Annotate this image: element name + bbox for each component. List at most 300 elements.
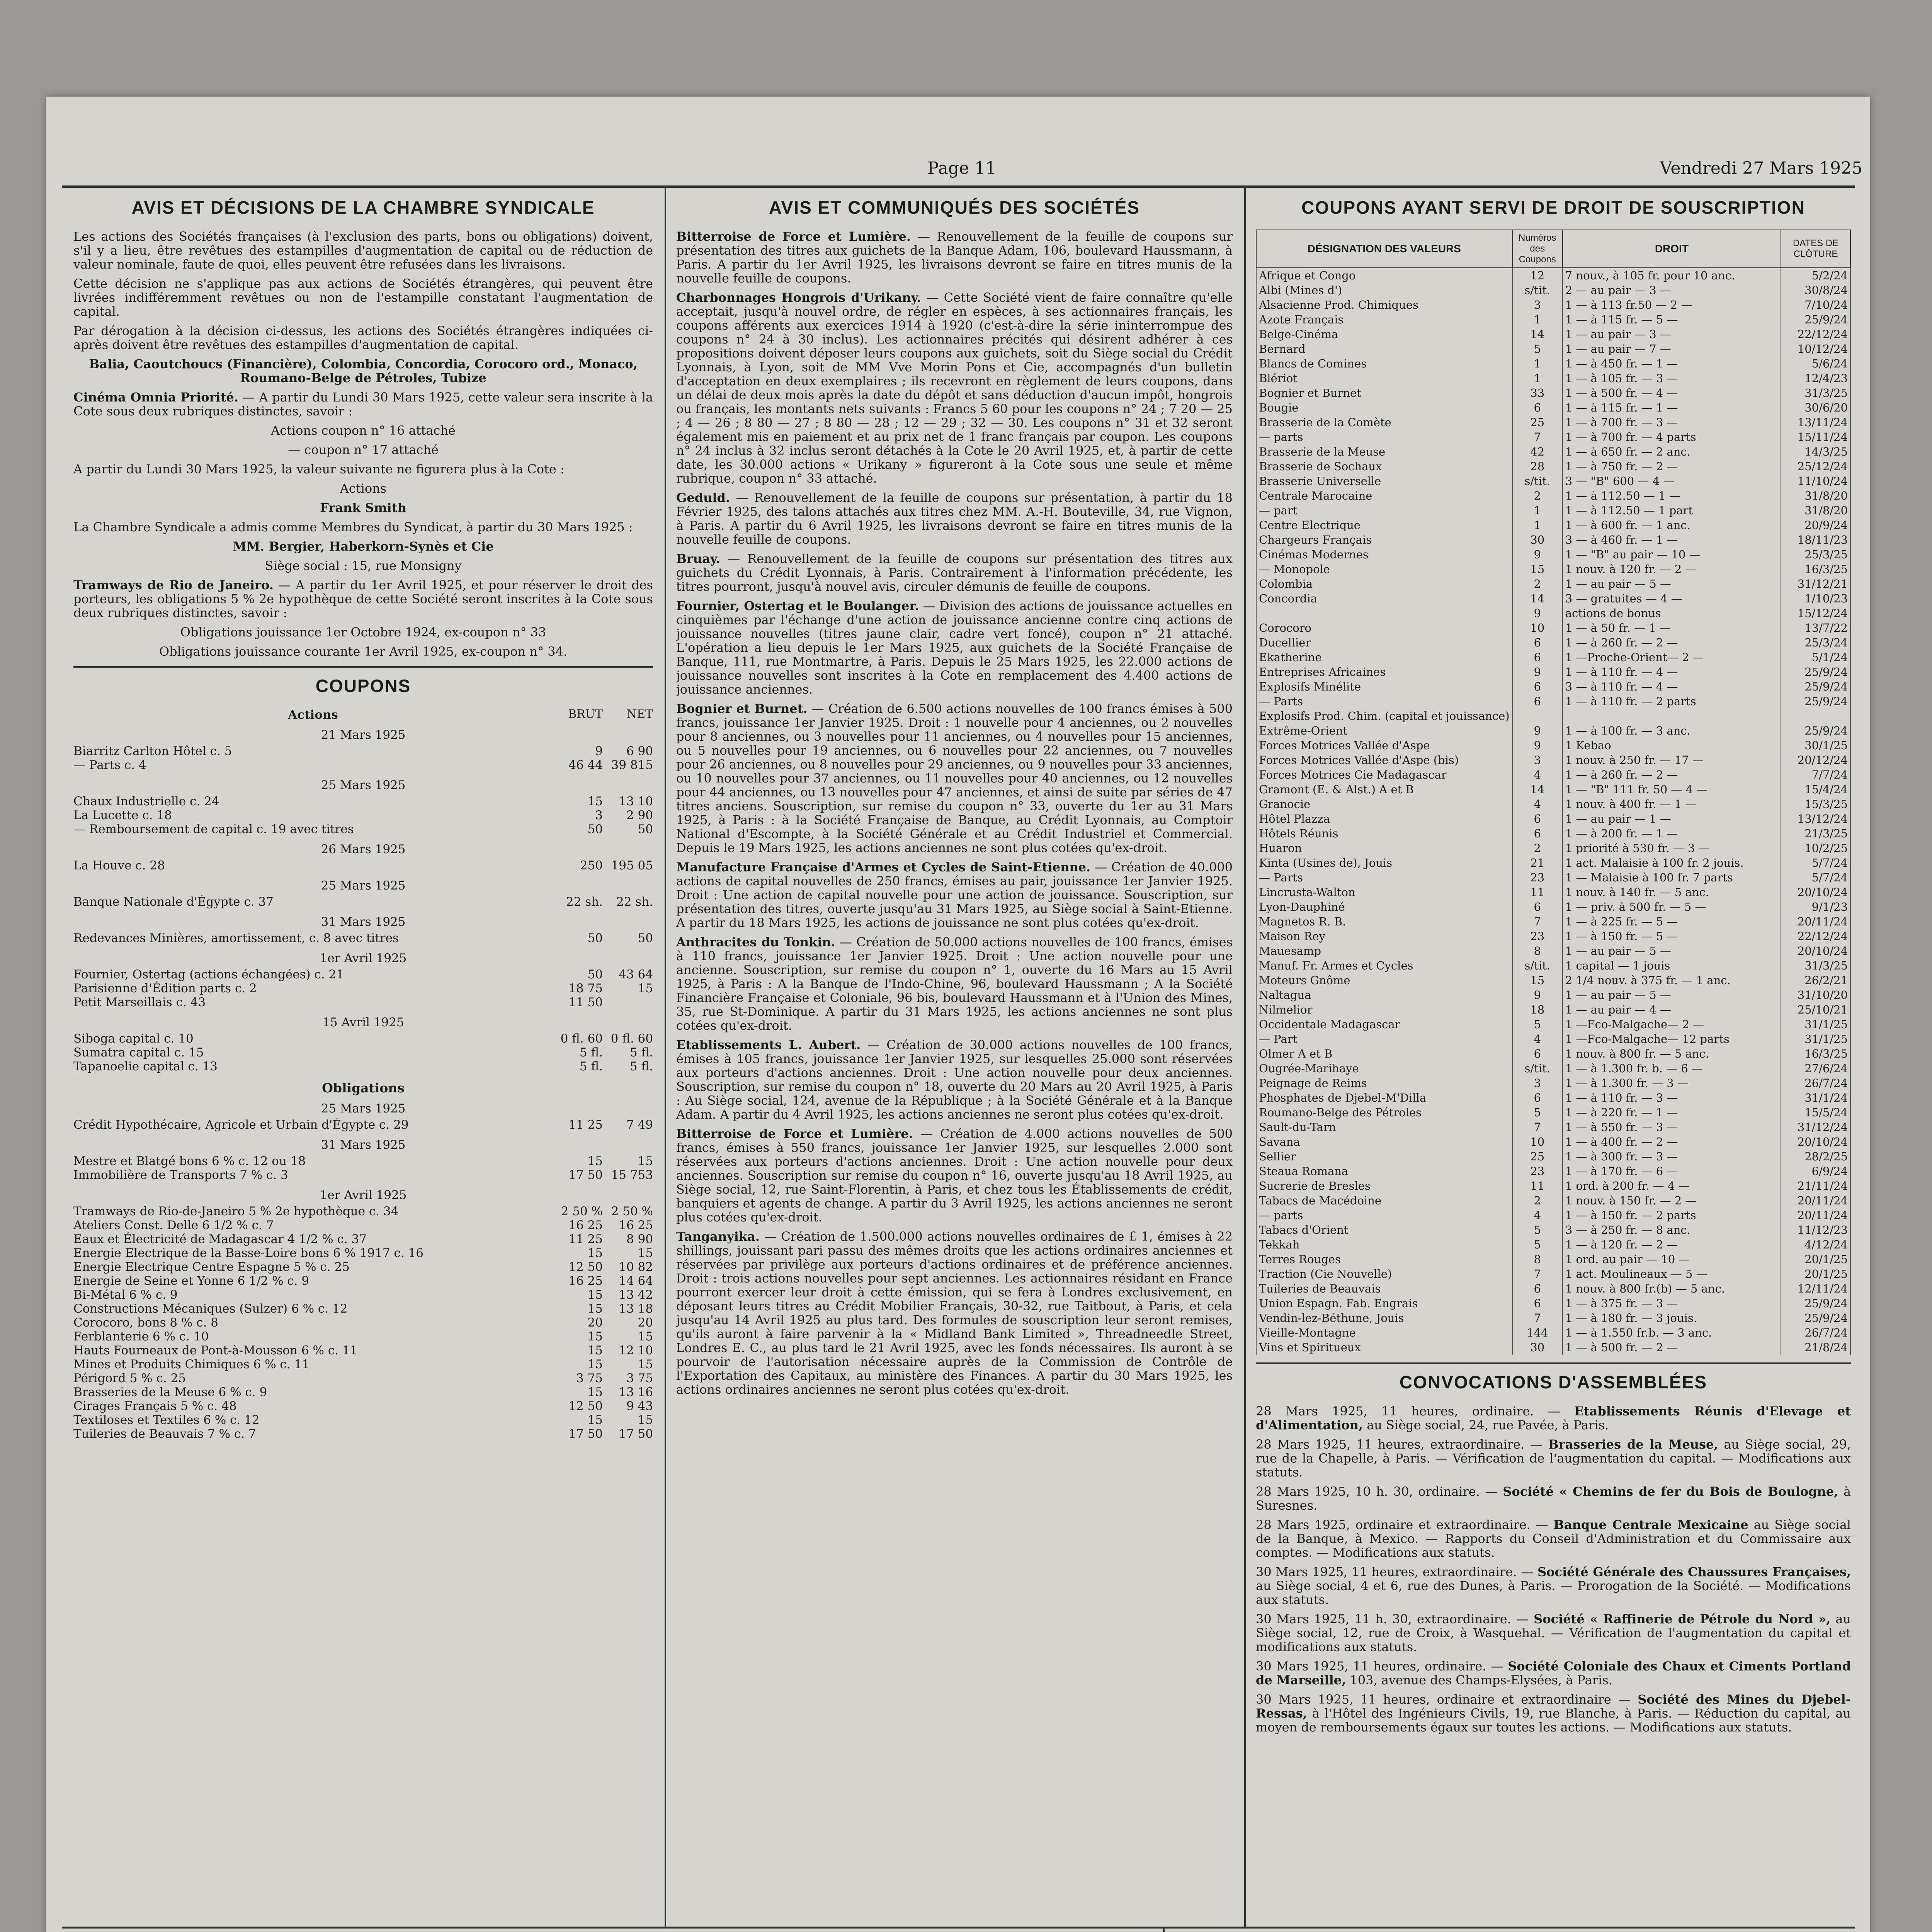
souscription-row: [1256, 1223, 1850, 1237]
column-rule-1: [665, 188, 666, 1927]
souscription-name: Chargeurs Français: [1256, 532, 1512, 547]
coupon-brut: 15: [587, 1344, 603, 1357]
souscription-name: Concordia: [1256, 591, 1512, 606]
coupon-row: [73, 1330, 653, 1344]
souscription-droit: 1 — à 112.50 — 1 —: [1563, 488, 1781, 503]
communiques-list: [676, 230, 1233, 1396]
souscription-row: [1256, 709, 1850, 723]
souscription-name: Bernard: [1256, 342, 1512, 356]
souscription-coupon: 42: [1512, 444, 1563, 459]
convocation-item: [1256, 1692, 1851, 1734]
souscription-name: Alsacienne Prod. Chimiques: [1256, 298, 1512, 312]
souscription-name: Forces Motrices Vallée d'Aspe: [1256, 738, 1512, 753]
convocation-item: [1256, 1437, 1851, 1479]
coupon-net: 195 05: [611, 859, 653, 872]
souscription-date: 31/3/25: [1781, 386, 1850, 400]
communique-text: — Création de 50.000 actions nouvelles de 100 francs, émises à 110 francs, jouissance 1er Janvier 1925. Droit : Une action nouvelle pour une ancienne. Souscription, sur remise du coupon n° 1, ouverte du 16 Mars au 15 Avril 1925, à Paris : A la Banque de l'Indo-Chine, 96, boulevard Haussmann ; A la Société Financière Française et Coloniale, 96 bis, boulevard Haussmann et à l'Union des Mines, 35, rue St-Dominique. A partir du 31 Mars 1925, les actions anciennes ne sont plus cotées qu'ex-droit.: [676, 935, 1233, 1033]
coupon-name: — Parts c. 4: [73, 758, 146, 772]
souscription-droit: 1 nouv. à 800 fr.(b) — 5 anc.: [1563, 1281, 1781, 1296]
souscription-date: 14/3/25: [1781, 444, 1850, 459]
coupon-name: Constructions Mécaniques (Sulzer) 6 % c. 12: [73, 1302, 348, 1316]
souscription-name: Vieille-Montagne: [1256, 1325, 1512, 1340]
souscription-droit: 1 priorité à 530 fr. — 3 —: [1563, 841, 1781, 855]
convocation-item: [1256, 1404, 1851, 1432]
souscription-date: [1781, 709, 1850, 723]
coupon-brut: 2 50 %: [561, 1204, 603, 1218]
souscription-row: [1256, 268, 1850, 283]
souscription-droit: 1 nouv. à 400 fr. — 1 —: [1563, 797, 1781, 811]
coupon-row: [73, 758, 653, 772]
column-communiques: [676, 193, 1233, 1924]
coupon-brut: 15: [587, 1385, 603, 1399]
souscription-name: Union Espagn. Fab. Engrais: [1256, 1296, 1512, 1311]
souscription-coupon: 25: [1512, 415, 1563, 430]
coupon-brut: 16 25: [568, 1274, 603, 1288]
coupon-date: 1er Avril 1925: [320, 1188, 407, 1202]
souscription-coupon: 7: [1512, 1120, 1563, 1134]
souscription-date: 20/10/24: [1781, 1134, 1850, 1149]
souscription-date: 10/2/25: [1781, 841, 1850, 855]
membres-seat: Siège social : 15, rue Monsigny: [265, 558, 462, 573]
coupon-date: 31 Mars 1925: [321, 1138, 406, 1152]
communique-title: Geduld.: [676, 490, 730, 505]
coupon-net: 15: [638, 1154, 653, 1168]
coupon-brut: 15: [587, 1246, 603, 1260]
souscription-row: [1256, 1032, 1850, 1046]
souscription-name: Savana: [1256, 1134, 1512, 1149]
coupon-brut: 20: [587, 1316, 603, 1330]
coupon-name: Chaux Industrielle c. 24: [73, 794, 219, 808]
convocation-date: 28 Mars 1925, 11 heures, extraordinaire. —: [1256, 1437, 1543, 1452]
communique-item: [676, 1230, 1233, 1396]
coupon-net: 5 fl.: [629, 1060, 653, 1073]
coupon-row: [73, 981, 653, 995]
souscription-name: — Monopole: [1256, 562, 1512, 577]
souscription-date: 25/9/24: [1781, 665, 1850, 679]
coupon-row: [73, 1316, 653, 1330]
souscription-coupon: 2: [1512, 841, 1563, 855]
souscription-row: [1256, 1134, 1850, 1149]
communique-title: Bitterroise de Force et Lumière.: [676, 1126, 913, 1141]
coupon-net: 10 82: [619, 1260, 653, 1274]
souscription-coupon: 6: [1512, 1090, 1563, 1105]
coupon-net: 15: [638, 1357, 653, 1371]
souscription-coupon: 2: [1512, 1193, 1563, 1208]
convocation-company: Société « Chemins de fer du Bois de Boulogne,: [1503, 1484, 1838, 1499]
souscription-name: Manuf. Fr. Armes et Cycles: [1256, 958, 1512, 973]
souscription-coupon: 5: [1512, 1017, 1563, 1032]
souscription-droit: 3 — gratuites — 4 —: [1563, 591, 1781, 606]
convocation-text: à Suresnes.: [1256, 1484, 1851, 1513]
coupon-name: Périgord 5 % c. 25: [73, 1371, 186, 1385]
souscription-table: [1256, 230, 1851, 1355]
souscription-droit: 1 capital — 1 jouis: [1563, 958, 1781, 973]
coupons-divider: [73, 666, 653, 668]
souscription-name: Blancs de Comines: [1256, 356, 1512, 371]
convocation-text: à l'Hôtel des Ingénieurs Civils, 19, rue Blanche, à Paris. — Réduction du capital, au moyen de remboursements égaux sur toutes les actions. — Modifications aux statuts.: [1256, 1706, 1851, 1735]
souscription-date: 15/12/24: [1781, 606, 1850, 621]
souscription-row: [1256, 1076, 1850, 1090]
souscription-coupon: 23: [1512, 870, 1563, 885]
souscription-row: [1256, 1311, 1850, 1325]
souscription-row: [1256, 1090, 1850, 1105]
souscription-row: [1256, 1325, 1850, 1340]
coupon-name: Crédit Hypothécaire, Agricole et Urbain d'Égypte c. 29: [73, 1118, 409, 1132]
souscription-name: — part: [1256, 503, 1512, 518]
coupon-name: Energie Electrique de la Basse-Loire bons 6 % 1917 c. 16: [73, 1246, 423, 1260]
column-rule-2: [1244, 188, 1246, 1927]
souscription-row: [1256, 826, 1850, 841]
coupon-brut: 12 50: [568, 1260, 603, 1274]
souscription-row: [1256, 782, 1850, 797]
communique-title: Tanganyika.: [676, 1229, 760, 1244]
souscription-droit: 1 — priv. à 500 fr. — 5 —: [1563, 900, 1781, 914]
souscription-name: Phosphates de Djebel-M'Dilla: [1256, 1090, 1512, 1105]
coupon-net: 15: [638, 981, 653, 995]
souscription-name: Roumano-Belge des Pétroles: [1256, 1105, 1512, 1120]
souscription-name: Moteurs Gnôme: [1256, 973, 1512, 988]
coupon-row: [73, 794, 653, 808]
souscription-name: Vins et Spiritueux: [1256, 1340, 1512, 1355]
souscription-coupon: 4: [1512, 767, 1563, 782]
convocation-text: au Siège social, 4 et 6, rue des Dunes, à Paris. — Prorogation de la Société. — Modifications aux statuts.: [1256, 1578, 1851, 1607]
souscription-droit: 1 — à 112.50 — 1 part: [1563, 503, 1781, 518]
coupon-net: 15: [638, 1413, 653, 1427]
communique-title: Bognier et Burnet.: [676, 701, 808, 716]
souscription-coupon: 7: [1512, 914, 1563, 929]
souscription-row: [1256, 1340, 1850, 1355]
coupon-brut: 9: [595, 744, 603, 758]
souscription-name: Mauesamp: [1256, 944, 1512, 958]
communique-item: [676, 552, 1233, 594]
souscription-coupon: 8: [1512, 944, 1563, 958]
souscription-coupon: 1: [1512, 356, 1563, 371]
souscription-date: 31/1/24: [1781, 1090, 1850, 1105]
souscription-date: 28/2/25: [1781, 1149, 1850, 1164]
souscription-droit: actions de bonus: [1563, 606, 1781, 621]
coupon-brut: 15: [587, 1330, 603, 1344]
souscription-row: [1256, 547, 1850, 562]
souscription-coupon: 3: [1512, 298, 1563, 312]
souscription-droit: 3 — à 250 fr. — 8 anc.: [1563, 1223, 1781, 1237]
souscription-droit: 1 — à 170 fr. — 6 —: [1563, 1164, 1781, 1179]
coupon-brut: 11 25: [568, 1232, 603, 1246]
top-rule: [62, 185, 1855, 188]
souscription-coupon: 6: [1512, 650, 1563, 665]
communique-item: [676, 935, 1233, 1032]
convocation-item: [1256, 1565, 1851, 1607]
souscription-name: Belge-Cinéma: [1256, 327, 1512, 342]
communique-title: Manufacture Française d'Armes et Cycles de Saint-Etienne.: [676, 860, 1091, 874]
souscription-row: [1256, 1179, 1850, 1193]
communique-text: — Renouvellement de la feuille de coupons sur présentation, à partir du 18 Février 1925, des talons attachés aux titres chez MM. A.-H. Bouteville, 34, rue Vignon, à Paris. A partir du 6 Avril 1925, les livraisons devront se faire en titres munis de la nouvelle feuille de coupons.: [676, 490, 1233, 547]
souscription-date: 20/11/24: [1781, 1193, 1850, 1208]
souscription-date: 22/12/24: [1781, 929, 1850, 944]
souscription-coupon: 5: [1512, 1105, 1563, 1120]
convocation-date: 28 Mars 1925, 10 h. 30, ordinaire. —: [1256, 1484, 1498, 1499]
souscription-droit: 1 — à 115 fr. — 5 —: [1563, 312, 1781, 327]
obligations-list: [73, 1102, 653, 1441]
souscription-coupon: 6: [1512, 679, 1563, 694]
coupon-brut: 15: [587, 1357, 603, 1371]
souscription-name: Brasserie Universelle: [1256, 474, 1512, 488]
souscription-row: [1256, 1017, 1850, 1032]
souscription-date: 30/6/20: [1781, 400, 1850, 415]
souscription-date: 25/9/24: [1781, 694, 1850, 709]
chambre-p3: Par dérogation à la décision ci-dessus, les actions des Sociétés étrangères indiquées ci-après doivent être revêtues des estampilles d'augmentation de capital.: [73, 323, 653, 352]
coupon-row: [73, 1046, 653, 1060]
coupon-name: Redevances Minières, amortissement, c. 8 avec titres: [73, 931, 399, 945]
souscription-date: 7/10/24: [1781, 298, 1850, 312]
souscription-date: 5/6/24: [1781, 356, 1850, 371]
page-header: [46, 158, 1870, 182]
souscription-coupon: 15: [1512, 562, 1563, 577]
souscription-date: 18/11/23: [1781, 532, 1850, 547]
souscription-name: Centrale Marocaine: [1256, 488, 1512, 503]
convocation-company: Société « Raffinerie de Pétrole du Nord »,: [1534, 1612, 1831, 1626]
coupons-heading: [73, 708, 653, 722]
communique-item: [676, 860, 1233, 930]
rio-line-2: Obligations jouissance courante 1er Avril 1925, ex-coupon n° 34.: [159, 644, 568, 659]
souscription-date: 16/3/25: [1781, 562, 1850, 577]
souscription-row: [1256, 621, 1850, 635]
coupon-date: 1er Avril 1925: [320, 951, 407, 965]
souscription-date: 20/10/24: [1781, 944, 1850, 958]
souscription-coupon: 9: [1512, 723, 1563, 738]
souscription-droit: 3 — à 110 fr. — 4 —: [1563, 679, 1781, 694]
coupon-row: [73, 822, 653, 836]
souscription-row: [1256, 1105, 1850, 1120]
souscription-coupon: 6: [1512, 1296, 1563, 1311]
souscription-name: Terres Rouges: [1256, 1252, 1512, 1267]
newspaper-page: [46, 97, 1870, 1932]
convocation-company: Brasseries de la Meuse,: [1548, 1437, 1718, 1452]
souscription-row: [1256, 841, 1850, 855]
souscription-name: Gramont (E. & Alst.) A et B: [1256, 782, 1512, 797]
souscription-droit: 1 —Fco-Malgache— 2 —: [1563, 1017, 1781, 1032]
souscription-name: Forces Motrices Vallée d'Aspe (bis): [1256, 753, 1512, 767]
coupon-name: Hauts Fourneaux de Pont-à-Mousson 6 % c. 11: [73, 1344, 358, 1357]
souscription-name: Azote Français: [1256, 312, 1512, 327]
coupon-row: [73, 1427, 653, 1441]
souscription-date: 20/12/24: [1781, 753, 1850, 767]
convocation-company: Etablissements Réunis d'Elevage et d'Alimentation,: [1256, 1404, 1851, 1432]
coupon-net: 50: [638, 931, 653, 945]
souscription-droit: 1 — au pair — 3 —: [1563, 327, 1781, 342]
coupon-name: Siboga capital c. 10: [73, 1032, 194, 1046]
souscription-droit: 1 — à 260 fr. — 2 —: [1563, 635, 1781, 650]
souscription-coupon: 14: [1512, 327, 1563, 342]
souscription-date: 27/6/24: [1781, 1061, 1850, 1076]
coupon-brut: 50: [587, 968, 603, 981]
souscription-row: [1256, 738, 1850, 753]
coupons-list: [73, 728, 653, 1073]
coupon-name: Mestre et Blatgé bons 6 % c. 12 ou 18: [73, 1154, 306, 1168]
souscription-row: [1256, 1061, 1850, 1076]
souscription-droit: 1 nouv. à 120 fr. — 2 —: [1563, 562, 1781, 577]
coupon-net: 13 42: [619, 1288, 653, 1302]
coupon-net: 14 64: [619, 1274, 653, 1288]
coupon-row: [73, 931, 653, 945]
souscription-date: 9/1/23: [1781, 900, 1850, 914]
souscription-name: Kinta (Usines de), Jouis: [1256, 855, 1512, 870]
coupon-net: 15 753: [611, 1168, 653, 1182]
souscription-droit: 1 — à 200 fr. — 1 —: [1563, 826, 1781, 841]
souscription-row: [1256, 342, 1850, 356]
souscription-name: — Part: [1256, 1032, 1512, 1046]
souscription-droit: 1 — à 650 fr. — 2 anc.: [1563, 444, 1781, 459]
coupon-date: 21 Mars 1925: [321, 728, 406, 742]
souscription-row: [1256, 1164, 1850, 1179]
souscription-droit: 1 — à 300 fr. — 3 —: [1563, 1149, 1781, 1164]
souscription-date: 15/4/24: [1781, 782, 1850, 797]
coupon-name: Cirages Français 5 % c. 48: [73, 1399, 237, 1413]
communique-title: Fournier, Ostertag et le Boulanger.: [676, 599, 919, 613]
souscription-coupon: 4: [1512, 1208, 1563, 1223]
souscription-droit: 1 — à 100 fr. — 3 anc.: [1563, 723, 1781, 738]
souscription-name: Hôtel Plazza: [1256, 811, 1512, 826]
souscription-name: Olmer A et B: [1256, 1046, 1512, 1061]
souscription-name: Tekkah: [1256, 1237, 1512, 1252]
net-header: NET: [626, 707, 653, 721]
convocation-item: [1256, 1485, 1851, 1512]
coupon-net: 2 50 %: [611, 1204, 653, 1218]
souscription-row: [1256, 1281, 1850, 1296]
souscription-name: Sault-du-Tarn: [1256, 1120, 1512, 1134]
coupon-name: La Houve c. 28: [73, 859, 165, 872]
souscription-coupon: 10: [1512, 621, 1563, 635]
souscription-date: 13/12/24: [1781, 811, 1850, 826]
convocations-title: CONVOCATIONS D'ASSEMBLÉES: [1399, 1372, 1708, 1392]
rio-paragraph: [73, 578, 653, 620]
souscription-name: Brasserie de la Comète: [1256, 415, 1512, 430]
membres-text: La Chambre Syndicale a admis comme Membres du Syndicat, à partir du 30 Mars 1925 :: [73, 520, 633, 534]
souscription-coupon: 7: [1512, 430, 1563, 444]
coupon-row: [73, 968, 653, 981]
communique-item: [676, 491, 1233, 546]
souscription-coupon: [1512, 709, 1563, 723]
souscription-name: Explosifs Prod. Chim. (capital et jouissance): [1256, 709, 1512, 723]
souscription-date: 7/7/24: [1781, 767, 1850, 782]
souscription-coupon: 30: [1512, 1340, 1563, 1355]
souscription-droit: 1 ord. à 200 fr. — 4 —: [1563, 1179, 1781, 1193]
communique-text: — Renouvellement de la feuille de coupons sur présentation des titres aux guichets de la Banque Adam, 106, boulevard Haussmann, à Paris. A partir du 1er Avril 1925, les livraisons devront se faire en titres munis de la nouvelle feuille de coupons.: [676, 229, 1233, 286]
convocation-item: [1256, 1518, 1851, 1560]
coupon-date: 31 Mars 1925: [321, 915, 406, 929]
souscription-name: Naltagua: [1256, 988, 1512, 1002]
souscription-coupon: 9: [1512, 988, 1563, 1002]
souscription-droit: 1 — au pair — 1 —: [1563, 811, 1781, 826]
souscription-row: [1256, 753, 1850, 767]
souscription-date: 12/4/23: [1781, 371, 1850, 386]
coupon-net: 3 75: [626, 1371, 653, 1385]
souscription-date: 4/12/24: [1781, 1237, 1850, 1252]
coupon-name: Tapanoelie capital c. 13: [73, 1060, 218, 1073]
coupon-row: [73, 1385, 653, 1399]
souscription-name: Bougie: [1256, 400, 1512, 415]
omnia-title: Cinéma Omnia Priorité.: [73, 390, 238, 405]
souscription-coupon: 6: [1512, 811, 1563, 826]
souscription-coupon: 3: [1512, 753, 1563, 767]
souscription-coupon: 11: [1512, 885, 1563, 900]
coupon-name: Energie de Seine et Yonne 6 1/2 % c. 9: [73, 1274, 310, 1288]
communique-text: — Renouvellement de la feuille de coupons sur présentation des titres aux guichets du Crédit Lyonnais, à Paris. Contrairement à l'information précédente, les titres pourront, jusqu'à nouvel avis, circuler démunis de feuille de coupons.: [676, 551, 1233, 594]
souscription-row: [1256, 958, 1850, 973]
coupon-name: Energie Electrique Centre Espagne 5 % c. 25: [73, 1260, 350, 1274]
smith-line-2: Frank Smith: [320, 500, 406, 515]
souscription-coupon: s/tit.: [1512, 474, 1563, 488]
coupon-brut: 3: [595, 808, 603, 822]
souscription-date: 20/1/25: [1781, 1252, 1850, 1267]
coupon-name: Ateliers Const. Delle 6 1/2 % c. 7: [73, 1218, 274, 1232]
souscription-name: Explosifs Minélite: [1256, 679, 1512, 694]
coupon-net: 7 49: [626, 1118, 653, 1132]
souscription-name: Sucrerie de Bresles: [1256, 1179, 1512, 1193]
communique-text: — Cette Société vient de faire connaître qu'elle acceptait, jusqu'à nouvel ordre, de régler en espèces, à ses actionnaires français, les coupons afférents aux exercices 1914 à 1920 (c'est-à-dire la série ininterrompue des coupons n° 24 à 30 inclus). Les actionnaires précités qui désirent adhérer à ces propositions doivent déposer leurs coupons aux guichets, soit du Siège social du Crédit Lyonnais, à Lyon, soit de MM Vve Morin Pons et Cie, accompagnés d'un bulletin d'acceptation en deux exemplaires ; ils recevront en règlement de leurs coupons, dans un délai de deux mois après la date du dépôt et sans déduction d'aucun impôt, hongrois ou français, les montants nets suivants : Francs 5 60 pour les coupons n° 24 ; 7 20 — 25 ; 4 — 26 ; 8 80 — 27 ; 8 80 — 28 ; 12 — 29 ; 32 — 30. Les coupons n° 31 et 32 seront également mis en paiement et au prix net de 1 franc français par coupon. Les coupons n° 24 inclus à 32 inclus seront détachés à la Cote le 20 Avril 1925, et, à partir de cette date, les 30.000 actions « Urikany » figureront à la Cote sous une seule et même rubrique, coupon n° 33 attaché.: [676, 290, 1233, 486]
souscription-droit: 1 — à 600 fr. — 1 anc.: [1563, 518, 1781, 532]
souscription-row: [1256, 723, 1850, 738]
souscription-droit: 1 — à 110 fr. — 2 parts: [1563, 694, 1781, 709]
souscription-date: 15/5/24: [1781, 1105, 1850, 1120]
souscription-coupon: 10: [1512, 1134, 1563, 1149]
coupon-brut: 11 25: [568, 1118, 603, 1132]
souscription-date: 25/12/24: [1781, 459, 1850, 474]
souscription-droit: 1 — à 110 fr. — 3 —: [1563, 1090, 1781, 1105]
souscription-row: [1256, 944, 1850, 958]
souscription-droit: 1 — au pair — 5 —: [1563, 944, 1781, 958]
souscription-date: 21/3/25: [1781, 826, 1850, 841]
souscription-name: Nilmelior: [1256, 1002, 1512, 1017]
coupon-name: Corocoro, bons 8 % c. 8: [73, 1316, 218, 1330]
souscription-name: Brasserie de la Meuse: [1256, 444, 1512, 459]
souscription-date: 31/1/25: [1781, 1017, 1850, 1032]
souscription-row: [1256, 1120, 1850, 1134]
souscription-coupon: 144: [1512, 1325, 1563, 1340]
souscription-name: — parts: [1256, 1208, 1512, 1223]
souscription-title: COUPONS AYANT SERVI DE DROIT DE SOUSCRIPTION: [1301, 197, 1805, 218]
souscription-row: [1256, 797, 1850, 811]
coupons-obligations-title: Obligations: [322, 1080, 405, 1095]
souscription-droit: 1 — "B" 111 fr. 50 — 4 —: [1563, 782, 1781, 797]
souscription-row: [1256, 1002, 1850, 1017]
coupon-net: 8 90: [626, 1232, 653, 1246]
coupon-brut: 22 sh.: [566, 895, 603, 909]
souscription-coupon: 5: [1512, 1237, 1563, 1252]
souscription-row: [1256, 1149, 1850, 1164]
coupon-net: 2 90: [626, 808, 653, 822]
souscription-coupon: 6: [1512, 1046, 1563, 1061]
souscription-droit: 1 nouv. à 140 fr. — 5 anc.: [1563, 885, 1781, 900]
coupon-brut: 15: [587, 1154, 603, 1168]
communique-title: Charbonnages Hongrois d'Urikany.: [676, 290, 921, 305]
souscription-droit: 3 — à 460 fr. — 1 —: [1563, 532, 1781, 547]
souscription-date: 30/8/24: [1781, 283, 1850, 298]
coupon-name: — Remboursement de capital c. 19 avec titres: [73, 822, 354, 836]
souscription-coupon: 1: [1512, 371, 1563, 386]
coupon-name: Petit Marseillais c. 43: [73, 995, 206, 1009]
souscription-coupon: 23: [1512, 929, 1563, 944]
smith-line-1: Actions: [340, 481, 387, 496]
coupon-row: [73, 744, 653, 758]
souscription-name: — Parts: [1256, 694, 1512, 709]
souscription-coupon: 33: [1512, 386, 1563, 400]
coupon-name: Tuileries de Beauvais 7 % c. 7: [73, 1427, 256, 1441]
souscription-droit: 1 — au pair — 5 —: [1563, 988, 1781, 1002]
coupon-brut: 12 50: [568, 1399, 603, 1413]
souscription-coupon: 6: [1512, 1281, 1563, 1296]
souscription-row: [1256, 386, 1850, 400]
souscription-row: [1256, 855, 1850, 870]
